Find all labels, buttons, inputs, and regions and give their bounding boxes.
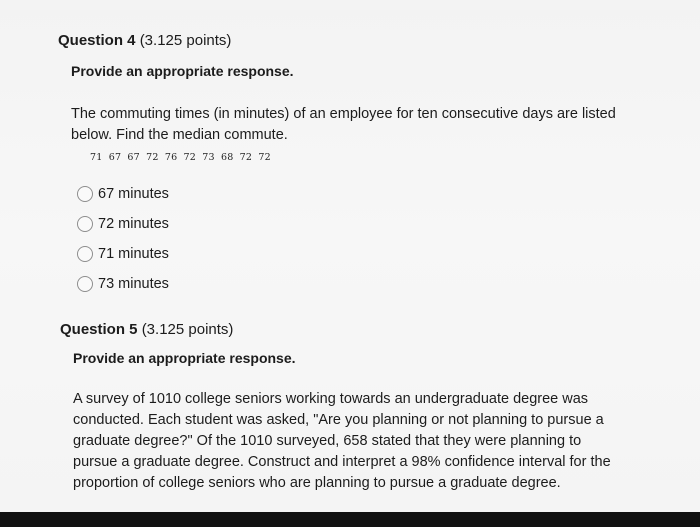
question-5-text-line: A survey of 1010 college seniors working towards an undergraduate degree was <box>73 391 589 407</box>
question-5-prompt: Provide an appropriate response. <box>73 350 296 366</box>
question-5-header <box>60 321 233 338</box>
radio-button[interactable] <box>77 186 93 202</box>
question-4-number: Question 4 <box>58 32 136 49</box>
option-label: 72 minutes <box>98 216 169 232</box>
option-label: 67 minutes <box>98 186 169 202</box>
question-4-points: (3.125 points) <box>139 32 232 49</box>
question-4-prompt: Provide an appropriate response. <box>71 63 294 79</box>
radio-button[interactable] <box>77 246 93 262</box>
option-71-minutes[interactable] <box>77 244 169 264</box>
question-4-text-line: The commuting times (in minutes) of an employee for ten consecutive days are listed <box>71 106 616 122</box>
option-72-minutes[interactable] <box>77 214 169 234</box>
question-5-points: (3.125 points) <box>141 321 234 338</box>
option-label: 73 minutes <box>98 276 169 292</box>
question-5-text-line: graduate degree?" Of the 1010 surveyed, 658 stated that they were planning to <box>73 433 582 449</box>
option-67-minutes[interactable] <box>77 184 169 204</box>
question-5-text-line: proportion of college seniors who are planning to pursue a graduate degree. <box>73 475 561 491</box>
question-5-text-line: pursue a graduate degree. Construct and interpret a 98% confidence interval for the <box>73 454 611 470</box>
question-5-text-line: conducted. Each student was asked, "Are you planning or not planning to pursue a <box>73 412 604 428</box>
option-label: 71 minutes <box>98 246 169 262</box>
question-5-number: Question 5 <box>60 321 138 338</box>
radio-button[interactable] <box>77 276 93 292</box>
question-4-header <box>58 32 231 49</box>
question-4-text-line: below. Find the median commute. <box>71 127 288 143</box>
question-4-text <box>71 104 616 146</box>
question-4-data-values: 71 67 67 72 76 72 73 68 72 72 <box>90 152 271 163</box>
option-73-minutes[interactable] <box>77 274 169 294</box>
radio-button[interactable] <box>77 216 93 232</box>
bottom-edge-bar <box>0 512 700 527</box>
question-5-text <box>73 389 611 494</box>
